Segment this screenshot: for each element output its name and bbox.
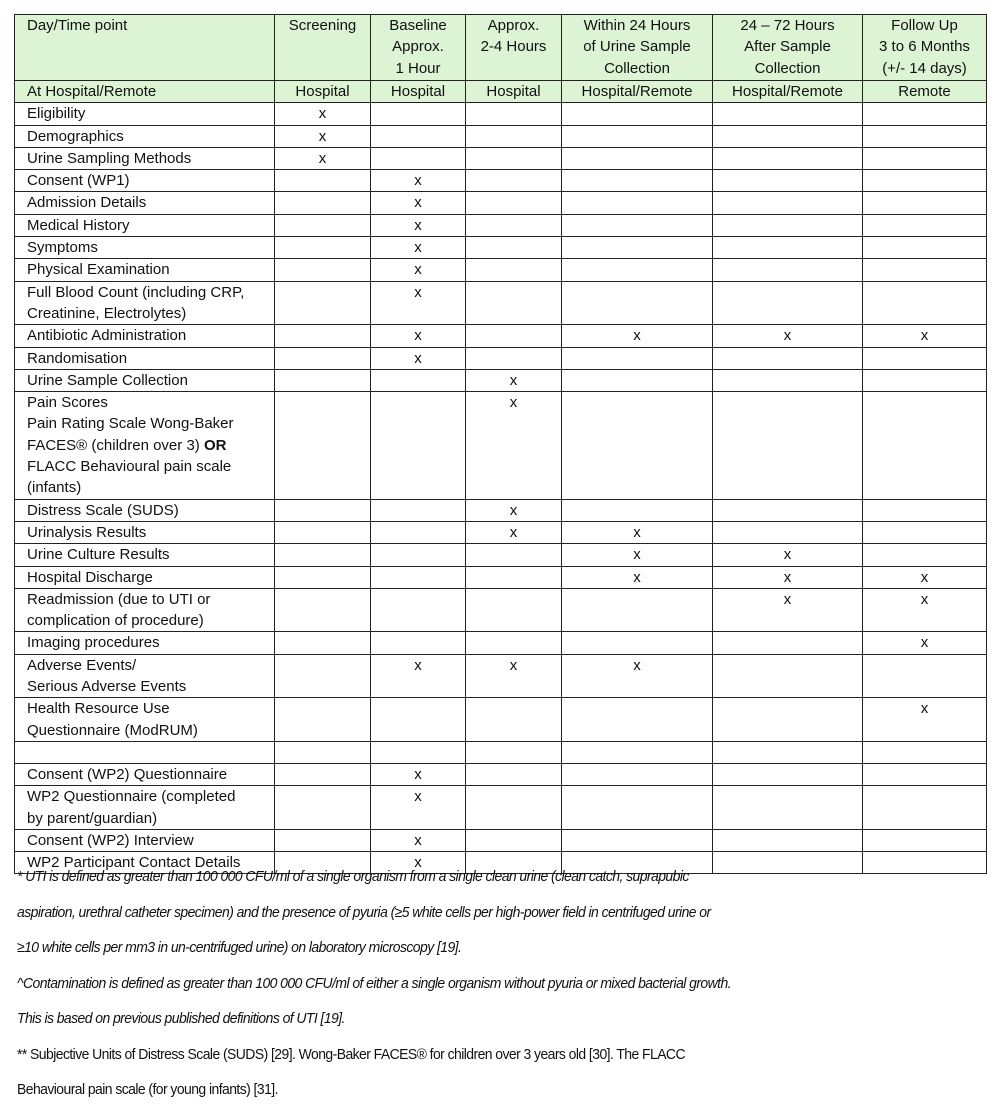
- mark-cell: [466, 829, 562, 851]
- mark-cell: [371, 566, 466, 588]
- mark-cell: [466, 237, 562, 259]
- footnotes: [17, 866, 731, 1115]
- table-row: [15, 147, 987, 169]
- mark-cell: [562, 632, 713, 654]
- mark-cell: [713, 786, 863, 830]
- mark-cell: [863, 281, 987, 325]
- mark-cell: [466, 103, 562, 125]
- location-cell: Hospital: [371, 81, 466, 103]
- mark-cell: x: [466, 369, 562, 391]
- mark-cell: [466, 214, 562, 236]
- mark-cell: x: [371, 170, 466, 192]
- mark-cell: [275, 281, 371, 325]
- mark-cell: [562, 237, 713, 259]
- column-header: Within 24 Hours of Urine Sample Collection: [562, 15, 713, 81]
- mark-cell: [275, 369, 371, 391]
- row-label: Pain Scores Pain Rating Scale Wong-Baker FACES® (children over 3) OR FLACC Behavioural pain scale (infants): [15, 392, 275, 499]
- mark-cell: [275, 588, 371, 632]
- footnote-line: ** Subjective Units of Distress Scale (SUDS) [29]. Wong-Baker FACES® for children over 3 years old [30]. The FLACC: [17, 1045, 685, 1063]
- table-row: [15, 369, 987, 391]
- mark-cell: x: [275, 147, 371, 169]
- mark-cell: [466, 544, 562, 566]
- mark-cell: [371, 698, 466, 742]
- table-row: [15, 125, 987, 147]
- mark-cell: [275, 192, 371, 214]
- table-row: [15, 347, 987, 369]
- mark-cell: x: [562, 566, 713, 588]
- row-label: Consent (WP2) Questionnaire: [15, 763, 275, 785]
- table-row: [15, 499, 987, 521]
- mark-cell: [562, 698, 713, 742]
- mark-cell: [562, 192, 713, 214]
- mark-cell: [863, 347, 987, 369]
- mark-cell: [863, 103, 987, 125]
- mark-cell: [713, 763, 863, 785]
- mark-cell: [863, 786, 987, 830]
- table-row: [15, 192, 987, 214]
- mark-cell: [275, 632, 371, 654]
- mark-cell: x: [275, 103, 371, 125]
- table-row: [15, 103, 987, 125]
- mark-cell: x: [562, 544, 713, 566]
- table-row: [15, 521, 987, 543]
- footnote-line: Behavioural pain scale (for young infants) [31].: [17, 1081, 278, 1098]
- row-label: WP2 Participant Contact Details: [15, 852, 275, 874]
- mark-cell: [562, 259, 713, 281]
- mark-cell: [371, 392, 466, 499]
- mark-cell: [466, 192, 562, 214]
- footnote-line: This is based on previous published definitions of UTI [19].: [17, 1010, 345, 1027]
- mark-cell: [466, 347, 562, 369]
- mark-cell: x: [371, 654, 466, 698]
- table-row: [15, 281, 987, 325]
- row-label: Hospital Discharge: [15, 566, 275, 588]
- mark-cell: [713, 369, 863, 391]
- row-label: Medical History: [15, 214, 275, 236]
- mark-cell: [466, 588, 562, 632]
- row-label: Full Blood Count (including CRP, Creatinine, Electrolytes): [15, 281, 275, 325]
- row-label: Consent (WP2) Interview: [15, 829, 275, 851]
- location-cell: Hospital: [275, 81, 371, 103]
- mark-cell: [275, 763, 371, 785]
- mark-cell: [713, 281, 863, 325]
- mark-cell: [466, 170, 562, 192]
- column-header: Baseline Approx. 1 Hour: [371, 15, 466, 81]
- mark-cell: x: [371, 786, 466, 830]
- table-row: [15, 259, 987, 281]
- mark-cell: [371, 521, 466, 543]
- mark-cell: x: [371, 763, 466, 785]
- mark-cell: [371, 103, 466, 125]
- mark-cell: x: [466, 499, 562, 521]
- mark-cell: [562, 347, 713, 369]
- mark-cell: [371, 125, 466, 147]
- row-label: Urine Sampling Methods: [15, 147, 275, 169]
- table-row: [15, 544, 987, 566]
- mark-cell: [713, 347, 863, 369]
- mark-cell: x: [863, 698, 987, 742]
- mark-cell: x: [863, 588, 987, 632]
- mark-cell: x: [863, 325, 987, 347]
- table-row: [15, 741, 987, 763]
- mark-cell: [713, 125, 863, 147]
- mark-cell: x: [275, 125, 371, 147]
- mark-cell: [275, 544, 371, 566]
- mark-cell: [863, 829, 987, 851]
- mark-cell: [562, 147, 713, 169]
- mark-cell: [863, 369, 987, 391]
- mark-cell: [562, 763, 713, 785]
- row-label: [15, 741, 275, 763]
- table-row: [15, 392, 987, 499]
- mark-cell: [275, 237, 371, 259]
- row-label: Admission Details: [15, 192, 275, 214]
- table-row: [15, 214, 987, 236]
- column-header: Screening: [275, 15, 371, 81]
- mark-cell: [713, 521, 863, 543]
- table-row: [15, 588, 987, 632]
- mark-cell: [863, 170, 987, 192]
- mark-cell: [562, 499, 713, 521]
- mark-cell: [275, 214, 371, 236]
- table-row: [15, 170, 987, 192]
- mark-cell: [863, 763, 987, 785]
- row-label: Health Resource Use Questionnaire (ModRUM): [15, 698, 275, 742]
- mark-cell: [275, 259, 371, 281]
- location-cell: Hospital/Remote: [713, 81, 863, 103]
- row-label: Distress Scale (SUDS): [15, 499, 275, 521]
- row-label: Randomisation: [15, 347, 275, 369]
- mark-cell: [713, 103, 863, 125]
- mark-cell: [713, 147, 863, 169]
- mark-cell: [713, 698, 863, 742]
- mark-cell: [863, 654, 987, 698]
- schedule-of-assessments-table: [14, 14, 987, 874]
- row-label: Physical Examination: [15, 259, 275, 281]
- mark-cell: [863, 214, 987, 236]
- mark-cell: [562, 281, 713, 325]
- mark-cell: [466, 259, 562, 281]
- location-cell: At Hospital/Remote: [15, 81, 275, 103]
- column-header: Day/Time point: [15, 15, 275, 81]
- mark-cell: x: [371, 852, 466, 874]
- mark-cell: [275, 786, 371, 830]
- mark-cell: [371, 588, 466, 632]
- header-row: [15, 15, 987, 81]
- mark-cell: [863, 521, 987, 543]
- mark-cell: [713, 852, 863, 874]
- row-label: Demographics: [15, 125, 275, 147]
- mark-cell: x: [371, 281, 466, 325]
- mark-cell: [562, 588, 713, 632]
- footnote-line: aspiration, urethral catheter specimen) and the presence of pyuria (≥5 white cells per high-power field in centrifuged urine or: [17, 903, 711, 921]
- mark-cell: [371, 499, 466, 521]
- mark-cell: [466, 325, 562, 347]
- mark-cell: [466, 147, 562, 169]
- row-label: Eligibility: [15, 103, 275, 125]
- mark-cell: [562, 369, 713, 391]
- mark-cell: x: [371, 259, 466, 281]
- row-label: Adverse Events/ Serious Adverse Events: [15, 654, 275, 698]
- mark-cell: [863, 544, 987, 566]
- mark-cell: x: [562, 325, 713, 347]
- mark-cell: [863, 852, 987, 874]
- mark-cell: [713, 632, 863, 654]
- mark-cell: [562, 170, 713, 192]
- footnote-line: ^Contamination is defined as greater than 100 000 CFU/ml of either a single organism without pyuria or mixed bacterial growth.: [17, 974, 731, 992]
- mark-cell: [562, 829, 713, 851]
- mark-cell: [275, 347, 371, 369]
- table-row: [15, 325, 987, 347]
- mark-cell: [371, 632, 466, 654]
- mark-cell: [466, 763, 562, 785]
- mark-cell: x: [863, 632, 987, 654]
- mark-cell: [562, 392, 713, 499]
- mark-cell: [863, 392, 987, 499]
- mark-cell: x: [713, 588, 863, 632]
- mark-cell: x: [371, 237, 466, 259]
- table-row: [15, 566, 987, 588]
- mark-cell: [275, 325, 371, 347]
- mark-cell: [275, 499, 371, 521]
- mark-cell: [466, 698, 562, 742]
- mark-cell: x: [713, 566, 863, 588]
- bold-or: OR: [203, 436, 227, 454]
- mark-cell: [371, 369, 466, 391]
- mark-cell: [275, 566, 371, 588]
- mark-cell: [562, 214, 713, 236]
- location-cell: Hospital: [466, 81, 562, 103]
- mark-cell: x: [562, 521, 713, 543]
- location-cell: Hospital/Remote: [562, 81, 713, 103]
- mark-cell: [466, 566, 562, 588]
- mark-cell: [713, 237, 863, 259]
- mark-cell: [863, 192, 987, 214]
- table-row: [15, 763, 987, 785]
- row-label: Consent (WP1): [15, 170, 275, 192]
- mark-cell: [713, 654, 863, 698]
- mark-cell: [466, 632, 562, 654]
- footnote-line: * UTI is defined as greater than 100 000 CFU/ml of a single organism from a single clean urine (clean catch, suprapubic: [17, 868, 689, 885]
- mark-cell: [713, 214, 863, 236]
- mark-cell: [863, 147, 987, 169]
- table-row: [15, 698, 987, 742]
- mark-cell: [863, 499, 987, 521]
- mark-cell: [562, 786, 713, 830]
- mark-cell: [713, 170, 863, 192]
- mark-cell: [713, 392, 863, 499]
- mark-cell: [275, 741, 371, 763]
- mark-cell: [275, 521, 371, 543]
- row-label: Urinalysis Results: [15, 521, 275, 543]
- mark-cell: x: [466, 654, 562, 698]
- table-row: [15, 786, 987, 830]
- mark-cell: [275, 170, 371, 192]
- mark-cell: x: [466, 521, 562, 543]
- mark-cell: x: [371, 829, 466, 851]
- table-row: [15, 237, 987, 259]
- mark-cell: [371, 147, 466, 169]
- mark-cell: [863, 741, 987, 763]
- column-header: Approx. 2-4 Hours: [466, 15, 562, 81]
- row-label: Urine Culture Results: [15, 544, 275, 566]
- mark-cell: x: [371, 347, 466, 369]
- row-label: Antibiotic Administration: [15, 325, 275, 347]
- mark-cell: [275, 654, 371, 698]
- mark-cell: [863, 259, 987, 281]
- mark-cell: [275, 698, 371, 742]
- table-row: [15, 829, 987, 851]
- mark-cell: [713, 829, 863, 851]
- mark-cell: x: [713, 325, 863, 347]
- row-label: Readmission (due to UTI or complication of procedure): [15, 588, 275, 632]
- mark-cell: [713, 192, 863, 214]
- mark-cell: [713, 499, 863, 521]
- mark-cell: [466, 281, 562, 325]
- mark-cell: x: [713, 544, 863, 566]
- mark-cell: [713, 259, 863, 281]
- column-header: 24 – 72 Hours After Sample Collection: [713, 15, 863, 81]
- row-label: Imaging procedures: [15, 632, 275, 654]
- mark-cell: [371, 741, 466, 763]
- row-label: WP2 Questionnaire (completed by parent/guardian): [15, 786, 275, 830]
- mark-cell: x: [371, 214, 466, 236]
- table-row: [15, 632, 987, 654]
- mark-cell: [562, 103, 713, 125]
- mark-cell: [466, 786, 562, 830]
- mark-cell: [562, 125, 713, 147]
- location-cell: Remote: [863, 81, 987, 103]
- mark-cell: [863, 125, 987, 147]
- mark-cell: [371, 544, 466, 566]
- row-label: Symptoms: [15, 237, 275, 259]
- mark-cell: [466, 741, 562, 763]
- mark-cell: [713, 741, 863, 763]
- mark-cell: [562, 741, 713, 763]
- location-row: [15, 81, 987, 103]
- mark-cell: x: [466, 392, 562, 499]
- mark-cell: [863, 237, 987, 259]
- mark-cell: [275, 392, 371, 499]
- column-header: Follow Up 3 to 6 Months (+/- 14 days): [863, 15, 987, 81]
- mark-cell: x: [863, 566, 987, 588]
- mark-cell: [275, 829, 371, 851]
- mark-cell: x: [562, 654, 713, 698]
- mark-cell: x: [371, 325, 466, 347]
- footnote-line: ≥10 white cells per mm3 in un-centrifuged urine) on laboratory microscopy [19].: [17, 939, 462, 956]
- mark-cell: [466, 125, 562, 147]
- table-row: [15, 654, 987, 698]
- mark-cell: x: [371, 192, 466, 214]
- row-label: Urine Sample Collection: [15, 369, 275, 391]
